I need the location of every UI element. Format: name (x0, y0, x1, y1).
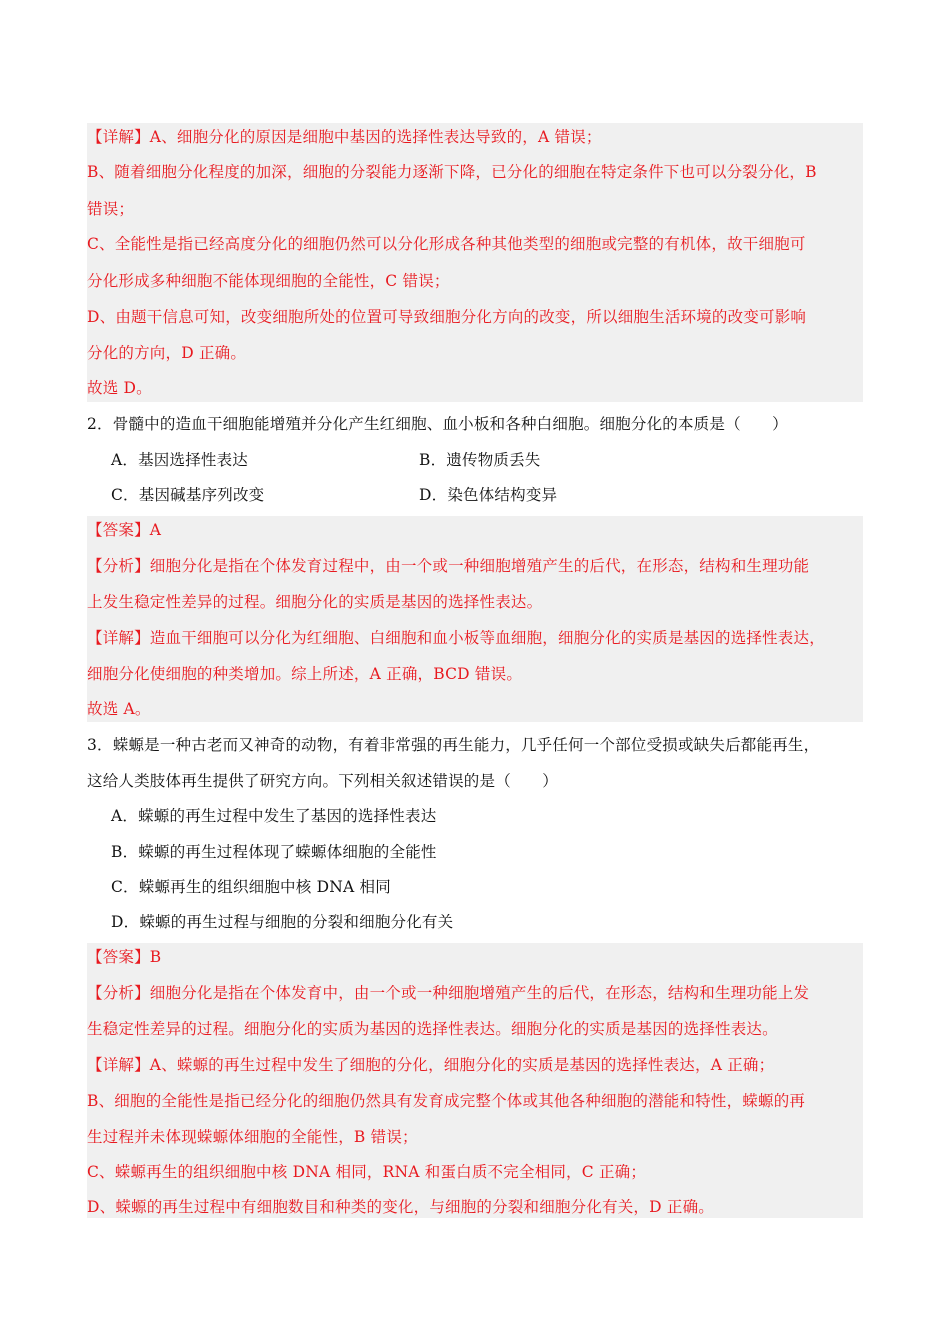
conclusion-line: 故选 A。 (87, 700, 151, 718)
explanation-line: 【详解】A、细胞分化的原因是细胞中基因的选择性表达导致的，A 错误； (87, 128, 602, 146)
analysis-line: 上发生稳定性差异的过程。细胞分化的实质是基因的选择性表达。 (87, 593, 543, 611)
question-2-option-c: C．基因碱基序列改变 (111, 486, 265, 504)
explanation-line: 分化的方向，D 正确。 (87, 344, 247, 362)
explanation-line: C、蝾螈再生的组织细胞中核 DNA 相同，RNA 和蛋白质不完全相同，C 正确； (87, 1163, 647, 1181)
explanation-line: 分化形成多种细胞不能体现细胞的全能性，C 错误； (87, 272, 450, 290)
explanation-line: B、细胞的全能性是指已经分化的细胞仍然具有发育成完整个体或其他各种细胞的潜能和特性，蝾螈的再 (87, 1092, 806, 1110)
answer-block-2-background (87, 516, 863, 722)
question-3-stem: 3．蝾螈是一种古老而又神奇的动物，有着非常强的再生能力，几乎任何一个部位受损或缺失后都能再生， (87, 736, 820, 754)
analysis-line: 【分析】细胞分化是指在个体发育中，由一个或一种细胞增殖产生的后代，在形态，结构和生理功能上发 (87, 984, 810, 1002)
question-3-option-b: B．蝾螈的再生过程体现了蝾螈体细胞的全能性 (111, 843, 437, 861)
answer-line: 【答案】A (87, 521, 162, 539)
question-3-option-d: D．蝾螈的再生过程与细胞的分裂和细胞分化有关 (111, 913, 454, 931)
explanation-line: 错误； (87, 200, 135, 218)
question-3-option-c: C．蝾螈再生的组织细胞中核 DNA 相同 (111, 878, 391, 896)
answer-line: 【答案】B (87, 948, 162, 966)
question-2-stem: 2．骨髓中的造血干细胞能增殖并分化产生红细胞、血小板和各种白细胞。细胞分化的本质是（ ） (87, 415, 788, 433)
explanation-line: 细胞分化使细胞的种类增加。综上所述，A 正确，BCD 错误。 (87, 665, 523, 683)
explanation-line: D、由题干信息可知，改变细胞所处的位置可导致细胞分化方向的改变，所以细胞生活环境的改变可影响 (87, 308, 807, 326)
conclusion-line: 故选 D。 (87, 379, 152, 397)
question-2-option-b: B．遗传物质丢失 (419, 451, 541, 469)
question-3-stem: 这给人类肢体再生提供了研究方向。下列相关叙述错误的是（ ） (87, 772, 559, 790)
analysis-line: 生稳定性差异的过程。细胞分化的实质为基因的选择性表达。细胞分化的实质是基因的选择性表达。 (87, 1020, 778, 1038)
question-3-option-a: A．蝾螈的再生过程中发生了基因的选择性表达 (111, 807, 437, 825)
question-2-option-a: A．基因选择性表达 (111, 451, 248, 469)
explanation-line: 【详解】A、蝾螈的再生过程中发生了细胞的分化，细胞分化的实质是基因的选择性表达，A 正确； (87, 1056, 775, 1074)
explanation-line: 生过程并未体现蝾螈体细胞的全能性，B 错误； (87, 1128, 418, 1146)
analysis-line: 【分析】细胞分化是指在个体发育过程中，由一个或一种细胞增殖产生的后代，在形态，结构和生理功能 (87, 557, 810, 575)
question-2-option-d: D．染色体结构变异 (419, 486, 558, 504)
explanation-line: B、随着细胞分化程度的加深，细胞的分裂能力逐渐下降，已分化的细胞在特定条件下也可以分裂分化，B (87, 163, 817, 181)
explanation-line: 【详解】造血干细胞可以分化为红细胞、白细胞和血小板等血细胞，细胞分化的实质是基因的选择性表达， (87, 629, 825, 647)
explanation-line: D、蝾螈的再生过程中有细胞数目和种类的变化，与细胞的分裂和细胞分化有关，D 正确。 (87, 1198, 714, 1216)
explanation-line: C、全能性是指已经高度分化的细胞仍然可以分化形成各种其他类型的细胞或完整的有机体，故干细胞可 (87, 235, 806, 253)
